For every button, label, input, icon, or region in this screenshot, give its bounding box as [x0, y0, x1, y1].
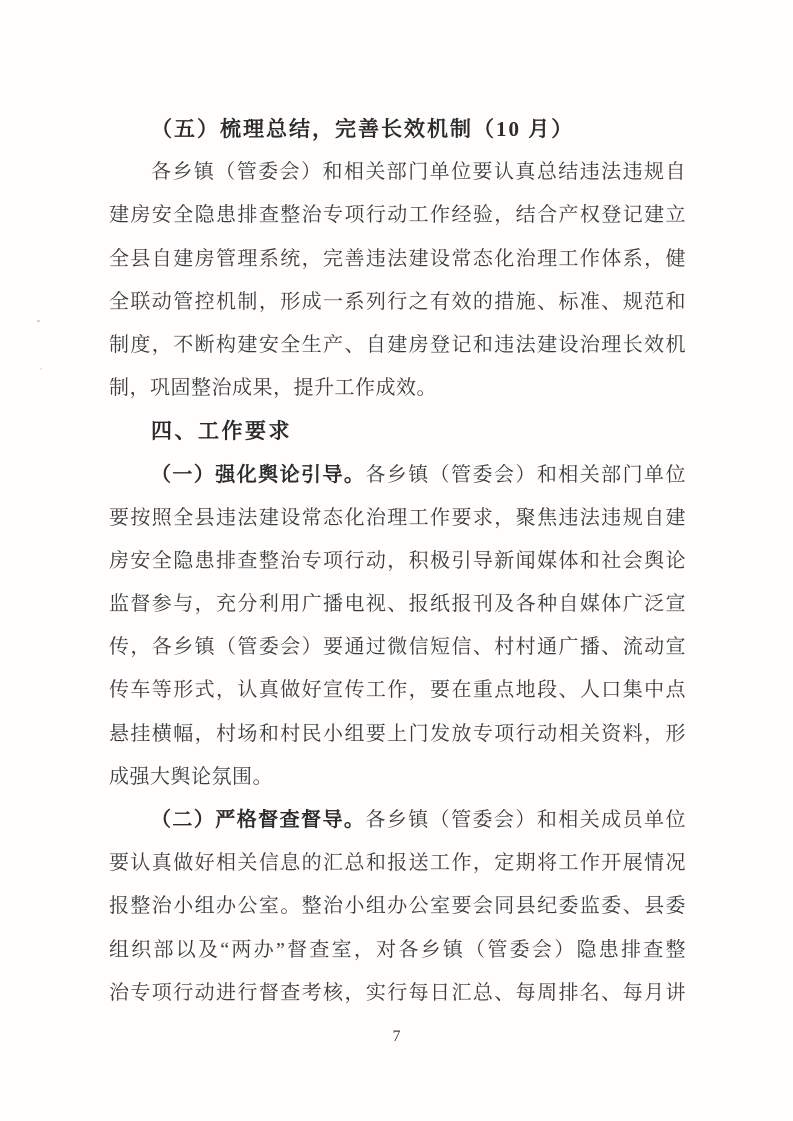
text-line: [109, 842, 686, 885]
text-line: [109, 626, 686, 669]
text-line: [109, 281, 686, 324]
section-heading-5: [109, 108, 686, 151]
line-text: 制度，不断构建安全生产、自建房登记和违法建设治理长效机: [109, 333, 686, 356]
scan-speck: [37, 320, 40, 322]
text-line: [109, 540, 686, 583]
line-text: 全联动管控机制，形成一系列行之有效的措施、标准、规范和: [109, 290, 686, 313]
text-line: [109, 799, 686, 842]
line-text: 建房安全隐患排查整治专项行动工作经验，结合产权登记建立: [109, 204, 686, 227]
line-text: 报整治小组办公室。整治小组办公室要会同县纪委监委、县委: [109, 895, 686, 918]
subheading-2-text: （二）严格督查督导。: [151, 809, 366, 831]
document-body: [109, 108, 686, 1015]
line-text: 各乡镇（管委会）和相关部门单位要认真总结违法违规自: [151, 161, 686, 184]
line-text: 传车等形式，认真做好宣传工作，要在重点地段、人口集中点: [109, 679, 686, 702]
text-line: [109, 324, 686, 367]
text-line: [109, 929, 686, 972]
heading-text: （五）梳理总结，完善长效机制（10 月）: [151, 117, 575, 141]
line-text: 要认真做好相关信息的汇总和报送工作，定期将工作开展情况: [109, 852, 686, 875]
line-text: 房安全隐患排查整治专项行动，积极引导新闻媒体和社会舆论: [109, 549, 686, 572]
line-text: 治专项行动进行督查考核，实行每日汇总、每周排名、每月讲: [109, 981, 686, 1004]
subheading-1-text: （一）强化舆论引导。: [151, 463, 366, 486]
line-text: 制，巩固整治成果，提升工作成效。: [109, 377, 437, 400]
text-line: [109, 756, 686, 799]
line-text: 成强大舆论氛围。: [109, 765, 273, 788]
text-line: [109, 713, 686, 756]
line-text: 传，各乡镇（管委会）要通过微信短信、村村通广播、流动宣: [109, 636, 686, 659]
page-number: 7: [392, 1028, 401, 1045]
text-line: [109, 367, 686, 410]
line-text: 各乡镇（管委会）和相关部门单位: [365, 463, 686, 486]
text-line: [109, 151, 686, 194]
line-text: 要按照全县违法建设常态化治理工作要求，聚焦违法违规自建: [109, 506, 686, 529]
text-line: [109, 583, 686, 626]
text-line: [109, 885, 686, 928]
heading-text: 四、工作要求: [151, 420, 292, 444]
line-text: 组织部以及“两办”督查室，对各乡镇（管委会）隐患排查整: [109, 938, 686, 961]
text-line: [109, 194, 686, 237]
line-text: 各乡镇（管委会）和相关成员单位: [365, 809, 686, 831]
line-text: 悬挂横幅，村场和村民小组要上门发放专项行动相关资料，形: [109, 722, 686, 745]
text-line: [109, 972, 686, 1015]
scan-speck: [40, 368, 42, 370]
text-line: [109, 454, 686, 497]
text-line: [109, 238, 686, 281]
line-text: 全县自建房管理系统，完善违法建设常态化治理工作体系，健: [109, 247, 686, 270]
text-line: [109, 497, 686, 540]
text-line: [109, 669, 686, 712]
line-text: 监督参与，充分利用广播电视、报纸报刊及各种自媒体广泛宣: [109, 593, 686, 616]
section-heading-requirements: [109, 410, 686, 453]
